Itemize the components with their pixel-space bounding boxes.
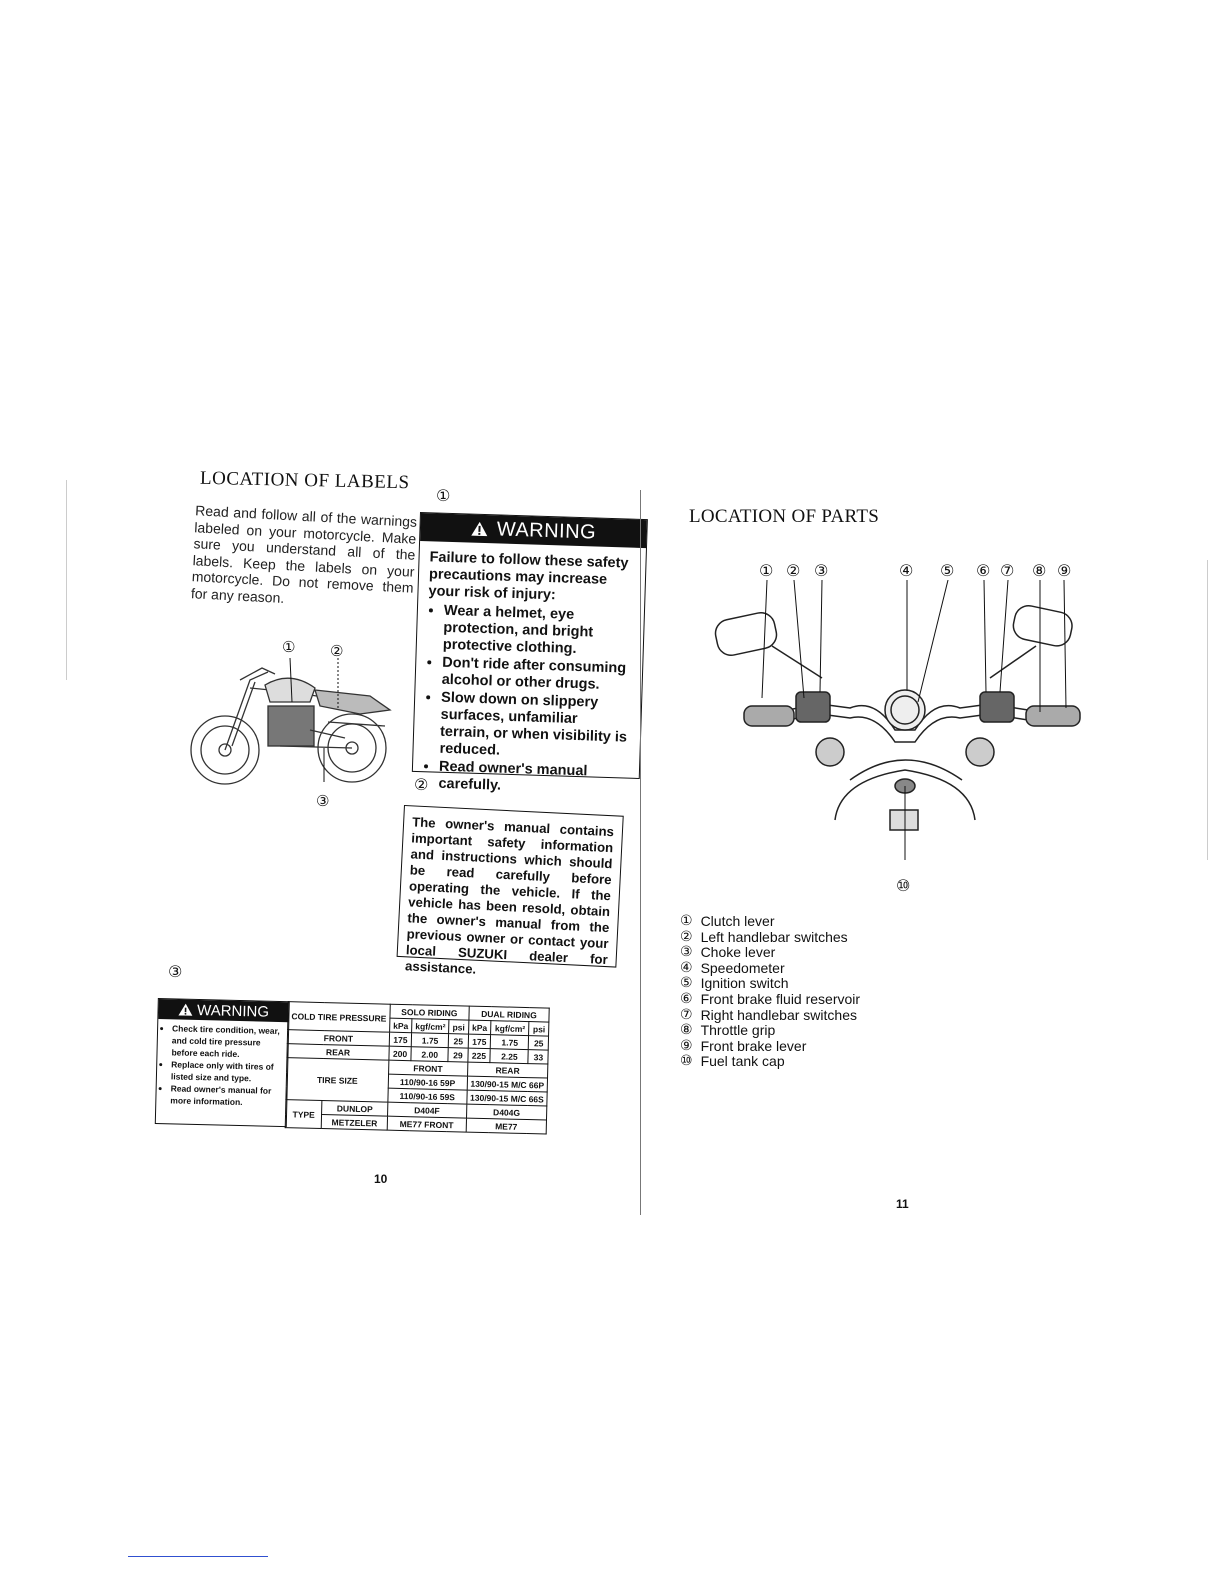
front-size: 110/90-16 59P [388,1074,467,1090]
unit-header: kgf/cm² [412,1019,450,1034]
tire-pressure-table [285,1001,550,1134]
rear-size: 130/90-15 M/C 66P [467,1076,548,1092]
label-callout-2: ② [330,642,344,660]
part-number: ⑨ [680,1037,693,1054]
list-item [680,961,860,977]
tire-warning-bullet: • Read owner's manual for more information. [170,1082,282,1109]
table-cell: 2.00 [411,1047,449,1062]
list-item [680,1023,860,1039]
row-label: FRONT [287,1030,389,1046]
page-title-labels: LOCATION OF LABELS [199,467,410,494]
warning-label-1-intro: Failure to follow these safety precautions may increase your risk of injury: [428,549,629,604]
margin-line [1207,560,1208,860]
diagram-callout-2: ② [786,561,801,580]
list-item [680,914,860,930]
type-header: TYPE [285,1100,322,1129]
table-cell: 25 [529,1036,549,1050]
unit-header: kPa [390,1018,412,1033]
part-label: Right handlebar switches [700,1006,857,1023]
part-label: Front brake fluid reservoir [700,990,861,1007]
labels-intro-paragraph: Read and follow all of the warnings labeled on your motorcycle. Make sure you understand all of the labels. Keep the labels on your motorcycle. Do not remove them for any reason. [190,502,418,606]
warning-label-1-bullet: • Slow down on slippery surfaces, unfamiliar terrain, or when visibility is reduced. [439,690,631,764]
list-item [680,945,860,961]
rear-header: REAR [467,1062,548,1078]
page-number-right: 11 [896,1197,909,1211]
diagram-callout-3: ③ [814,561,829,580]
part-number: ① [680,913,693,929]
warning-label-1-heading: WARNING [496,517,597,544]
part-label: Ignition switch [700,975,789,992]
cold-tire-pressure-header: COLD TIRE PRESSURE [288,1002,391,1032]
label-1-number: ① [436,486,451,505]
part-label: Speedometer [700,959,785,976]
unit-header: psi [449,1020,469,1034]
motorcycle-side-illustration [180,630,410,820]
unit-header: psi [529,1022,549,1036]
handlebar-illustration [700,580,1090,860]
part-number: ⑥ [680,990,693,1007]
table-cell: 2.25 [490,1049,529,1064]
table-cell: 25 [449,1034,469,1048]
part-label: Clutch lever [700,913,775,929]
warning-label-1-bullet: • Read owner's manual carefully. [438,759,629,799]
list-item [680,976,860,992]
part-number: ④ [680,959,693,976]
table-cell: D404G [466,1104,547,1120]
page-number-left: 10 [374,1172,388,1186]
list-item [680,1054,860,1070]
part-label: Throttle grip [700,1022,776,1039]
label-2-number: ② [414,775,429,794]
tire-warning-bullet: • Check tire condition, wear, and cold tire pressure before each ride. [171,1022,283,1061]
warning-label-1-bullet: • Don't ride after consuming alcohol or other drugs. [441,655,632,695]
bottom-link-underline [128,1556,268,1557]
owners-manual-label-2: The owner's manual contains important safety information and instructions which should be read carefully before operating the vehicle. If the vehicle has been resold, obtain the owner's manual from the previous owner or contact your local SUZUKI dealer for assistance. [397,805,624,968]
warning-label-1-bullet: • Wear a helmet, eye protection, and bright protective clothing. [443,603,635,660]
label-callout-1: ① [282,638,296,656]
parts-list [680,914,860,1070]
brand-name: METZELER [321,1115,387,1131]
tire-size-header: TIRE SIZE [286,1058,389,1102]
part-label: Choke lever [700,944,776,961]
diagram-callout-8: ⑧ [1032,561,1047,580]
label-callout-3: ③ [316,792,330,810]
table-cell: 1.75 [411,1033,449,1048]
list-item [680,930,860,946]
list-item [680,1039,860,1055]
table-cell: 175 [468,1034,491,1049]
margin-line [66,480,67,680]
label-3-number: ③ [168,962,183,981]
page-divider [640,490,641,1215]
solo-riding-header: SOLO RIDING [390,1004,469,1020]
warning-triangle-icon [471,521,489,538]
warning-label-1 [412,512,648,794]
unit-header: kgf/cm² [491,1021,530,1036]
table-cell: 200 [389,1046,411,1061]
part-number: ⑧ [680,1022,693,1039]
brand-name: DUNLOP [322,1101,388,1117]
part-number: ③ [680,944,693,961]
diagram-callout-7: ⑦ [1000,561,1015,580]
diagram-callout-10: ⑩ [896,876,911,895]
table-cell: D404F [387,1102,466,1118]
list-item [680,992,860,1008]
page-title-parts: LOCATION OF PARTS [689,506,880,527]
front-header: FRONT [388,1060,467,1076]
diagram-callout-5: ⑤ [940,561,955,580]
table-cell: 225 [467,1048,490,1063]
table-cell: 33 [528,1050,548,1064]
rear-size: 130/90-15 M/C 66S [466,1090,547,1106]
tire-information-label-3 [154,992,626,1169]
warning-triangle-icon [178,1003,192,1015]
part-number: ⑦ [680,1006,693,1023]
part-label: Fuel tank cap [700,1053,785,1070]
row-label: REAR [287,1044,389,1060]
table-cell: 175 [389,1032,411,1047]
table-cell: 1.75 [490,1035,529,1050]
tire-warning-panel [155,998,290,1127]
diagram-callout-9: ⑨ [1057,561,1072,580]
table-cell: ME77 [466,1118,547,1134]
list-item [680,1008,860,1024]
diagram-callout-6: ⑥ [976,561,991,580]
unit-header: kPa [468,1020,491,1035]
part-number: ② [680,928,693,945]
front-size: 110/90-16 59S [388,1088,467,1104]
table-cell: ME77 FRONT [387,1116,466,1132]
part-label: Left handlebar switches [700,928,848,945]
diagram-callout-4: ④ [899,561,914,580]
tire-warning-heading: WARNING [196,1001,270,1021]
table-cell: 29 [448,1048,468,1062]
part-number: ⑩ [680,1053,693,1070]
dual-riding-header: DUAL RIDING [468,1006,549,1022]
diagram-callout-1: ① [759,561,774,580]
part-number: ⑤ [680,975,693,992]
tire-warning-bullet: • Replace only with tires of listed size and type. [171,1058,283,1085]
part-label: Front brake lever [700,1037,807,1054]
